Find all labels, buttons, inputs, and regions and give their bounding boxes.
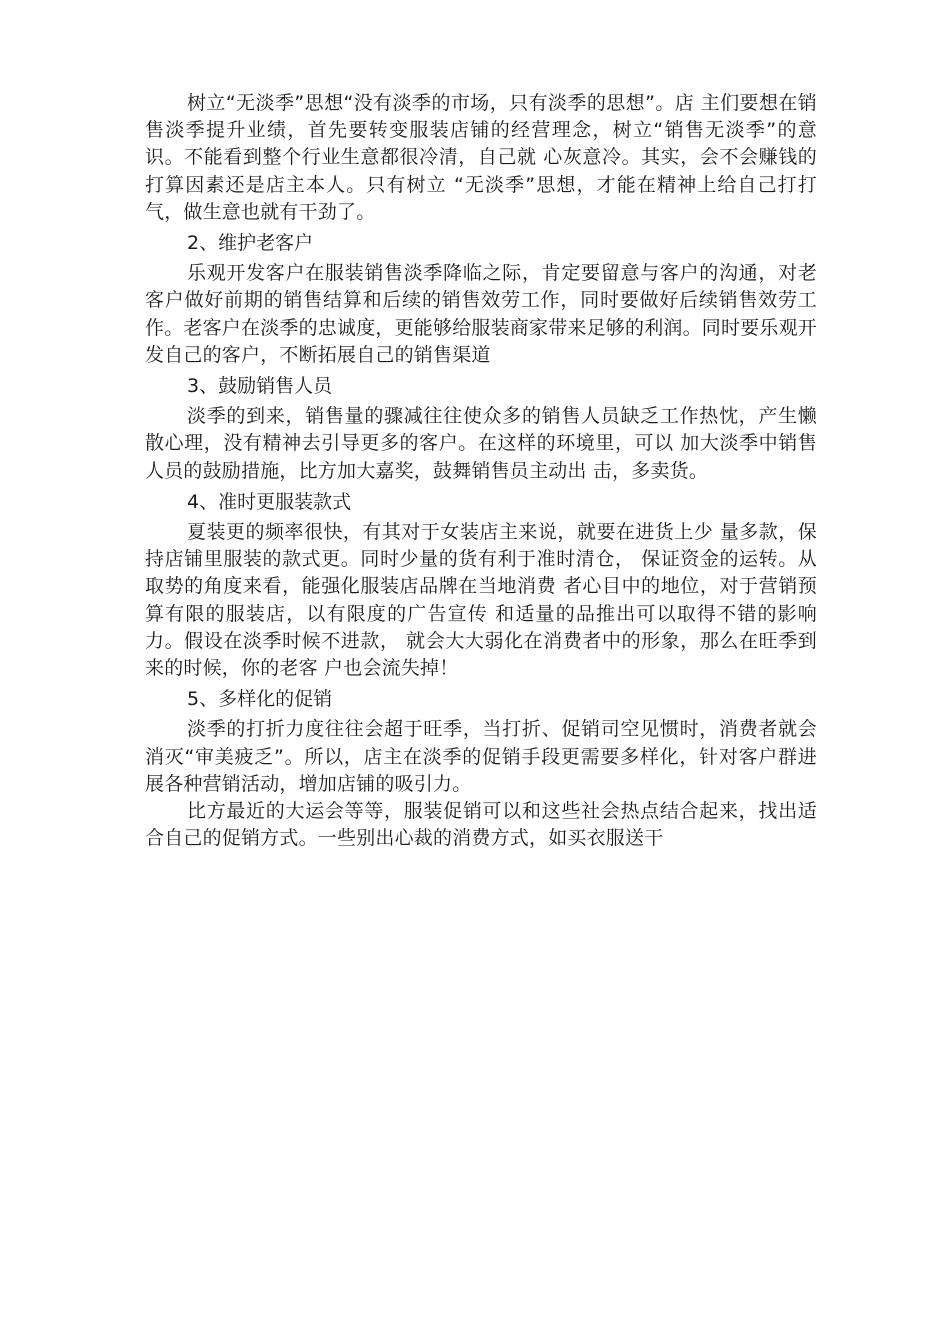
paragraph-hot-events: 比方最近的大运会等等，服装促销可以和这些社会热点结合起来，找出适合自己的促销方式。一些别出心裁的消费方式，如买衣服送干 <box>145 800 817 850</box>
section-heading-4: 4、准时更服装款式 <box>187 490 352 513</box>
paragraph-wu-danji: 树立“无淡季”思想“没有淡季的市场，只有淡季的思想”。店 主们要想在销售淡季提升业绩，首先要转变服装店铺的经营理念，树立“销售无淡季”的意识。不能看到整个行业生意都很冷清，自己就 心灰意冷。其实，会不会赚钱的打算因素还是店主本人。只有树立 “无淡季”思想，才能在精神上给自己打打气，做生意也就有干劲了。 <box>145 92 817 223</box>
section-heading-3: 3、鼓励销售人员 <box>187 375 333 398</box>
section-heading-2: 2、维护老客户 <box>187 232 314 255</box>
paragraph-old-customers: 乐观开发客户在服装销售淡季降临之际，肯定要留意与客户的沟通，对老客户做好前期的销售结算和后续的销售效劳工作，同时要做好后续销售效劳工作。老客户在淡季的忠诚度，更能够给服装商家带来足够的利润。同时要乐观开发自己的客户，不断拓展自己的销售渠道 <box>145 262 818 366</box>
paragraph-promotion: 淡季的打折力度往往会超于旺季，当打折、促销司空见惯时，消费者就会消灭“审美疲乏”。所以，店主在淡季的促销手段更需要多样化，针对客户群进展各种营销活动，增加店铺的吸引力。 <box>145 718 817 795</box>
paragraph-styles: 夏装更的频率很快，有其对于女装店主来说，就要在进货上少 量多款，保持店铺里服装的款式更。同时少量的货有利于准时清仓， 保证资金的运转。从取势的角度来看，能强化服装店品牌在当地消费 者心目中的地位，对于营销预算有限的服装店，以有限度的广告宣传 和适量的品推出可以取得不错的影响力。假设在淡季时候不进款， 就会大大弱化在消费者中的形象，那么在旺季到来的时候，你的老客 户也会流失掉！ <box>145 521 817 680</box>
paragraph-sales-staff: 淡季的到来，销售量的骤减往往使众多的销售人员缺乏工作热忱，产生懒散心理，没有精神去引导更多的客户。在这样的环境里，可以 加大淡季中销售人员的鼓励措施，比方加大嘉奖，鼓舞销售员主动出 击，多卖货。 <box>145 405 817 482</box>
document-body <box>145 90 817 852</box>
section-heading-5: 5、多样化的促销 <box>187 688 333 711</box>
